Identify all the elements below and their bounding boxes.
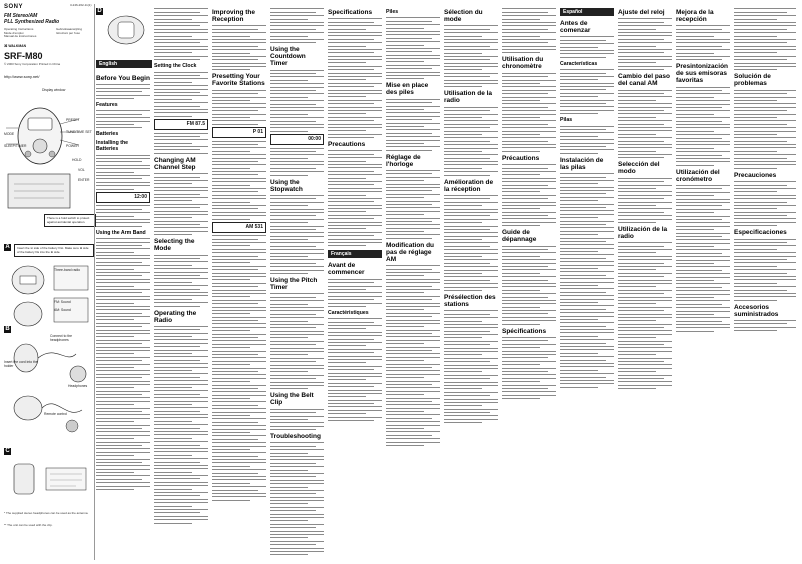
footnote-1: * The supplied stereo headphones can be used as the antenna. [4, 511, 89, 515]
website-url: http://www.sony.net/ [4, 74, 40, 79]
section-b-marker: B [5, 326, 10, 332]
fr-heading-depannage: Guide de dépannage [502, 229, 537, 244]
heading-am-step: Changing AM Channel Step [154, 156, 196, 171]
walkman-logo: ⌘ WALKMAN [4, 44, 27, 48]
fr-heading-specifications: Spécifications [502, 327, 547, 335]
es-heading-presintonizacion: Presintonización de sus emisoras favoritas [676, 63, 729, 85]
es-heading-reloj: Ajuste del reloj [618, 9, 665, 16]
fr-heading-mise-en-place: Mise en place des piles [386, 82, 429, 97]
lcd-clock: 12:00 [96, 192, 150, 203]
english-col-2 [154, 6, 208, 526]
english-col-4 [270, 6, 324, 558]
lcd-preset: P 01 [212, 127, 266, 138]
fr-heading-precautions: Précautions [502, 154, 540, 162]
callout-vol: VOL [78, 168, 85, 172]
brand-logo: SONY [4, 4, 24, 10]
heading-before-begin: Before You Begin [96, 75, 150, 82]
heading-belt-clip: Using the Belt Clip [270, 392, 314, 407]
francais-tab: Français [328, 250, 382, 258]
lcd-fm: FM 87.5 [154, 119, 208, 130]
callout-connect: Connect to the headphones [50, 334, 73, 342]
callout-headphones: Headphones [68, 384, 88, 388]
english-col-3 [212, 6, 266, 503]
es-heading-pilas: Pilas [560, 117, 573, 124]
callout-display: Display window [42, 88, 66, 92]
heading-countdown: Using the Countdown Timer [270, 46, 306, 68]
callout-remote: Remote control [44, 412, 67, 416]
section-a-instruction: Insert the ⊖ side of the battery first. Make sure ⊕ side of the battery fits into the ⊕ side. [14, 244, 94, 257]
english-col-1 [96, 72, 150, 492]
fr-heading-pas-am: Modification du pas de réglage AM [386, 241, 435, 263]
callout-cord: Insert the cord into the holder [4, 360, 38, 368]
es-heading-recepcion: Mejora de la recepción [676, 9, 714, 23]
fr-heading-mode: Sélection du mode [444, 9, 483, 23]
lcd-timer: 00:00 [270, 134, 324, 145]
es-col-2 [618, 6, 672, 392]
es-heading-radio: Utilización de la radio [618, 225, 668, 240]
es-heading-especificaciones: Especificaciones [734, 229, 787, 237]
es-col-1 [560, 6, 614, 390]
heading-improving-reception: Improving the Reception [212, 9, 255, 23]
english-tab: English [96, 60, 152, 68]
heading-precautions: Precautions [328, 141, 366, 149]
es-col-3 [676, 6, 730, 334]
es-heading-caracteristicas: Características [560, 60, 598, 67]
callout-power: POWER [66, 144, 79, 148]
heading-batteries: Batteries [96, 131, 119, 138]
heading-install-batteries: Installing the Batteries [96, 140, 128, 153]
fr-col-3 [444, 6, 498, 426]
armband-illustration [104, 8, 150, 52]
heading-troubleshooting: Troubleshooting [270, 433, 321, 441]
es-heading-accesorios: Accesorios suministrados [734, 303, 779, 318]
fr-heading-avant: Avant de commencer [328, 262, 365, 277]
es-heading-problemas: Solución de problemas [734, 73, 771, 88]
heading-stopwatch: Using the Stopwatch [270, 178, 303, 193]
copyright: © 2003 Sony Corporation Printed in China [4, 62, 61, 66]
es-heading-paso-am: Cambio del paso del canal AM [618, 73, 671, 88]
panel-divider [94, 4, 95, 560]
lcd-am: AM 531 [212, 222, 266, 233]
es-heading-precauciones: Precauciones [734, 171, 777, 179]
es-heading-modo: Selección del modo [618, 161, 660, 176]
english-col-5 [328, 6, 382, 423]
callout-tune: TUNE/TIME SET [66, 130, 92, 134]
languages-right: Gebruiksaanwijzing Istruzioni per l'uso [56, 27, 83, 35]
section-a-marker: A [5, 244, 10, 250]
callout-mode: MODE [4, 132, 15, 136]
callout-sleep: SLEEP/TIMER [4, 144, 27, 148]
product-line-2: PLL Synthesized Radio [4, 19, 60, 25]
fr-heading-preselection: Présélection des stations [444, 293, 496, 308]
es-heading-cronometro: Utilización del cronómetro [676, 168, 720, 183]
callout-preset: PRESET [66, 118, 80, 122]
model-name: SRF-M80 [4, 51, 43, 61]
fr-col-4 [502, 6, 556, 401]
section-d-marker: D [97, 8, 102, 14]
fr-heading-caracteristiques: Caractéristiques [328, 309, 369, 316]
fr-heading-reception: Amélioration de la réception [444, 178, 494, 193]
heading-presetting: Presetting Your Favorite Stations [212, 73, 265, 88]
espanol-tab: Español [560, 8, 614, 16]
part-number: 3-246-262-11(1) [70, 3, 92, 7]
footnote-2: ** The unit can be used with the clip. [4, 523, 53, 527]
note-box: There is a hold switch to protect against accidental operation. [44, 214, 96, 227]
es-col-4 [734, 6, 796, 334]
es-heading-instalacion: Instalación de las pilas [560, 156, 604, 171]
cover-panel [4, 4, 94, 560]
callout-enter: ENTER [78, 178, 90, 182]
heading-pitch-timer: Using the Pitch Timer [270, 277, 318, 291]
headphones-illustration [6, 334, 92, 444]
section-a-note-3: AM: Sound [54, 308, 71, 312]
heading-specifications: Specifications [328, 9, 373, 16]
section-c-marker: C [5, 448, 10, 454]
heading-selecting-mode: Selecting the Mode [154, 238, 195, 253]
fr-col-2 [386, 6, 440, 448]
fr-heading-radio: Utilisation de la radio [444, 90, 493, 105]
product-line-1: FM Stereo/AM [4, 13, 38, 19]
language-list: Operating Instructions Mode d'emploi Manual de instrucciones [4, 27, 37, 39]
section-a-note-1: Three-band radio [54, 268, 81, 272]
heading-arm-band: Using the Arm Band [96, 229, 146, 236]
fr-heading-chronometre: Utilisation du chronomètre [502, 56, 544, 71]
heading-features: Features [96, 101, 118, 108]
heading-operating-radio: Operating the Radio [154, 309, 197, 324]
heading-setting-clock: Setting the Clock [154, 63, 197, 70]
section-a-note-2: FM: Sound [54, 300, 71, 304]
es-heading-antes: Antes de comenzar [560, 20, 591, 34]
callout-hold: HOLD [72, 158, 82, 162]
fr-heading-piles: Piles [386, 9, 399, 15]
fr-heading-horloge: Réglage de l'horloge [386, 153, 421, 168]
